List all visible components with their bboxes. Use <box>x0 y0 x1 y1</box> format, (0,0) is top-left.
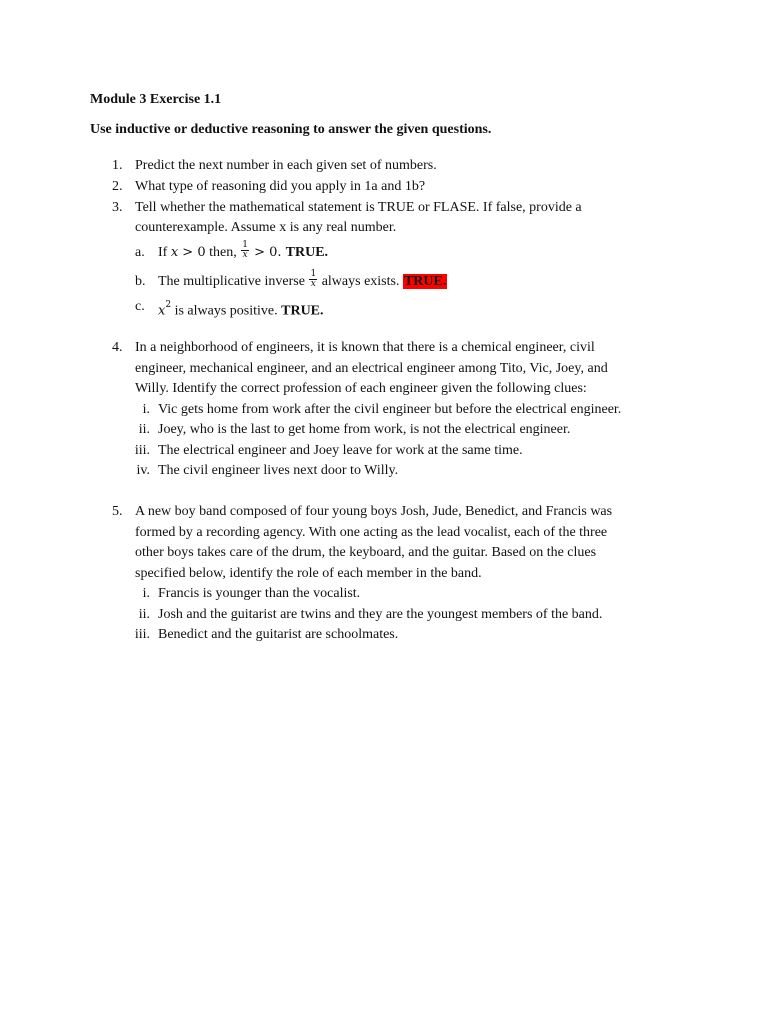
item-5-line-1: A new boy band composed of four young boys Josh, Jude, Benedict, and Francis was <box>135 504 613 519</box>
item-5-line-4: specified below, identify the role of each member in the band. <box>135 566 482 581</box>
item-3c-letter: c. <box>135 299 145 314</box>
item-5-clue-2: Josh and the guitarist are twins and they are the youngest members of the band. <box>158 607 603 622</box>
item-3b-frac-denominator: x <box>310 279 316 290</box>
item-3-line-2: counterexample. Assume x is any real number. <box>135 220 397 235</box>
item-4-clue-4-numeral: iv. <box>136 463 150 478</box>
item-5-number: 5. <box>112 504 123 519</box>
item-3-number: 3. <box>112 200 123 215</box>
item-4-clue-1-numeral: i. <box>142 402 150 417</box>
item-3a-fraction <box>241 241 249 260</box>
item-4-clue-1: Vic gets home from work after the civil engineer but before the electrical engineer. <box>158 402 622 417</box>
item-4-line-1: In a neighborhood of engineers, it is known that there is a chemical engineer, civil <box>135 340 595 355</box>
item-4-line-2: engineer, mechanical engineer, and an electrical engineer among Tito, Vic, Joey, and <box>135 361 608 376</box>
item-3c-statement <box>158 297 324 322</box>
item-4-clue-2-numeral: ii. <box>138 422 150 437</box>
item-3a-frac-numerator: 1 <box>242 240 248 251</box>
item-5-line-2: formed by a recording agency. With one acting as the lead vocalist, each of the three <box>135 525 608 540</box>
item-3a-letter: a. <box>135 245 145 260</box>
page-title: Module 3 Exercise 1.1 <box>90 92 222 107</box>
item-4-clue-3: The electrical engineer and Joey leave for work at the same time. <box>158 443 523 458</box>
item-1-text: Predict the next number in each given set of numbers. <box>135 158 437 173</box>
item-3b-answer-highlighted: TRUE. <box>403 274 447 289</box>
item-4-number: 4. <box>112 340 123 355</box>
item-3-line-1: Tell whether the mathematical statement is TRUE or FLASE. If false, provide a <box>135 200 582 215</box>
item-3c-suffix: is always positive. <box>171 303 282 319</box>
item-3a-inequality: > 0 <box>178 245 206 260</box>
item-3a-variable: x <box>170 245 179 260</box>
item-3b-suffix: always exists. <box>318 274 403 289</box>
item-2-number: 2. <box>112 179 123 194</box>
item-2-text: What type of reasoning did you apply in 1a and 1b? <box>135 179 426 194</box>
item-3a-then: then, <box>205 245 241 260</box>
item-5-clue-1-numeral: i. <box>142 586 150 601</box>
item-3c-exponent: 2 <box>165 300 172 310</box>
item-3c-variable: x <box>158 303 166 319</box>
instructions-heading: Use inductive or deductive reasoning to answer the given questions. <box>90 122 492 137</box>
item-3b-letter: b. <box>135 274 146 289</box>
item-5-line-3: other boys takes care of the drum, the keyboard, and the guitar. Based on the clues <box>135 545 597 560</box>
item-3b-prefix: The multiplicative inverse <box>158 274 309 289</box>
item-4-clue-2: Joey, who is the last to get home from work, is not the electrical engineer. <box>158 422 571 437</box>
item-3a-statement <box>158 240 329 263</box>
item-3a-inequality-2: > 0. <box>249 245 286 260</box>
item-5-clue-3: Benedict and the guitarist are schoolmates. <box>158 627 399 642</box>
item-4-line-3: Willy. Identify the correct profession of each engineer given the following clues: <box>135 381 587 396</box>
item-3a-prefix: If <box>158 245 171 260</box>
item-3a-answer: TRUE. <box>285 245 329 260</box>
item-1-number: 1. <box>112 158 123 173</box>
item-5-clue-3-numeral: iii. <box>134 627 150 642</box>
item-3a-frac-denominator: x <box>242 250 248 261</box>
item-3b-fraction <box>309 270 317 289</box>
item-3b-statement <box>158 269 447 292</box>
item-5-clue-2-numeral: ii. <box>138 607 150 622</box>
item-3c-answer: TRUE. <box>281 303 324 319</box>
item-5-clue-1: Francis is younger than the vocalist. <box>158 586 361 601</box>
item-4-clue-4: The civil engineer lives next door to Willy. <box>158 463 399 478</box>
item-3b-frac-numerator: 1 <box>310 269 317 280</box>
item-4-clue-3-numeral: iii. <box>134 443 150 458</box>
